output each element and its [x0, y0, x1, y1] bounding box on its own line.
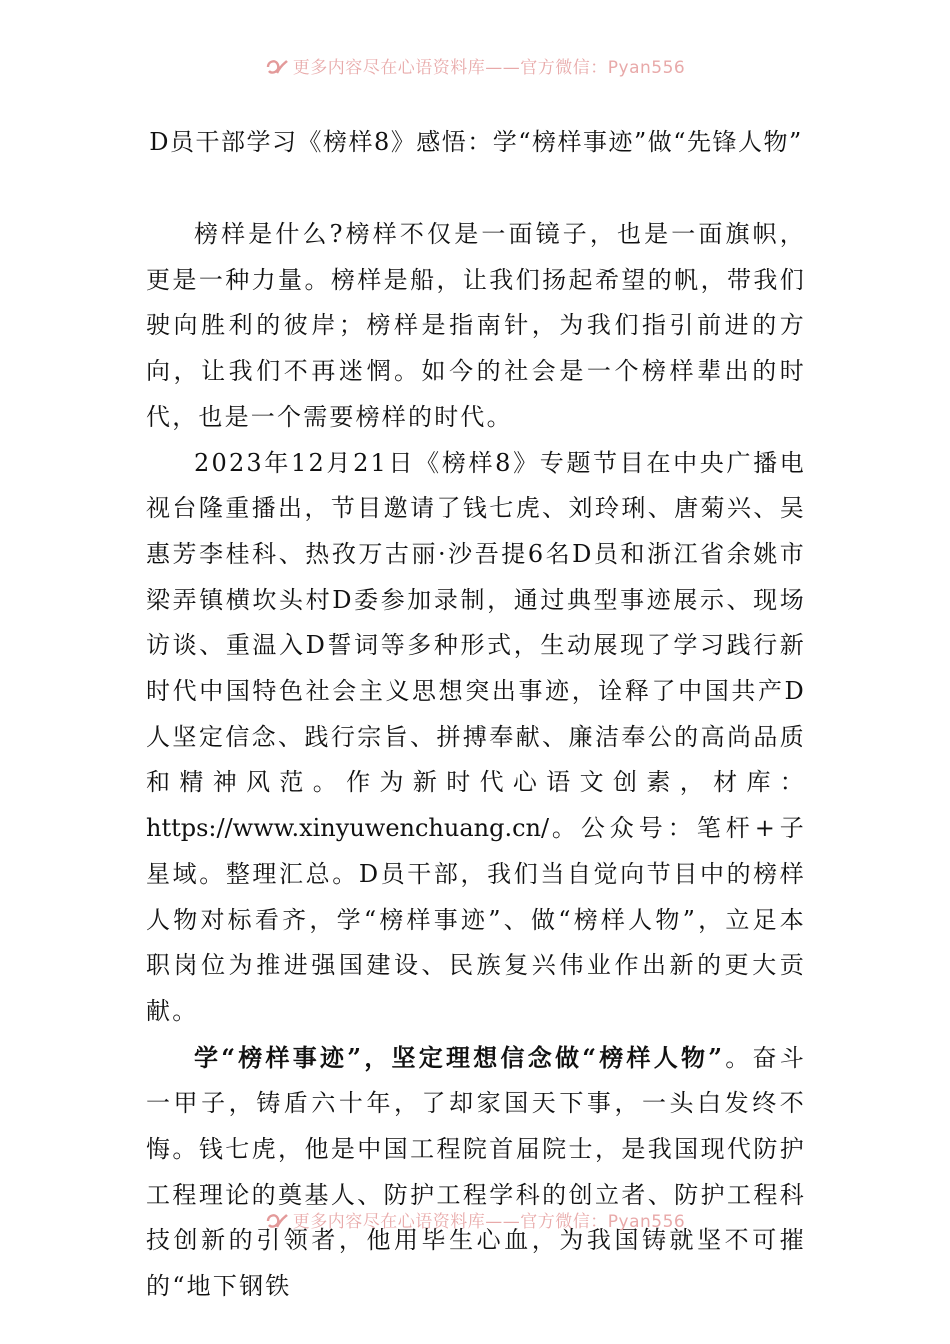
paragraph-2-text-a: 2023年12月21日《榜样8》专题节目在中央广播电视台隆重播出，节目邀请了钱七虎、刘玲琍、唐菊兴、吴惠芳李桂科、热孜万古丽·沙吾提6名D员和浙江省余姚市梁弄镇横坎头村D委参加录制，通过典型事迹展示、现场访谈、重温入D誓词等多种形式，生动展现了学习践行新时代中国特色社会主义思想突出事迹，诠释了中国共产D人坚定信念、践行宗旨、拼搏奉献、廉洁奉公的高尚品质和精神风范。作为新时代心语文创素，材库： — [146, 448, 806, 797]
header-watermark — [0, 56, 950, 80]
watermark-text: 更多内容尽在心语资料库——官方微信：Pyan556 — [292, 58, 686, 78]
document-body — [146, 212, 806, 1310]
footer-watermark — [0, 1210, 950, 1234]
paragraph-3-text: 。奋斗一甲子，铸盾六十年，了却家国天下事，一头白发终不悔。钱七虎，他是中国工程院首届院士，是我国现代防护工程理论的奠基人、防护工程学科的创立者、防护工程科技创新的引领者，他用毕生心血，为我国铸就坚不可摧的“地下钢铁 — [146, 1043, 806, 1301]
watermark-text: 更多内容尽在心语资料库——官方微信：Pyan556 — [292, 1212, 686, 1232]
paragraph-3-heading: 学“榜样事迹”，坚定理想信念做“榜样人物” — [194, 1042, 725, 1072]
paragraph-2-text-b: 。公众号：笔杆+子星域。整理汇总。D员干部，我们当自觉向节目中的榜样人物对标看齐，学“榜样事迹”、做“榜样人物”，立足本职岗位为推进强国建设、民族复兴伟业作出新的更大贡献。 — [146, 814, 806, 1025]
document-title: D员干部学习《榜样8》感悟：学“榜样事迹”做“先锋人物” — [149, 128, 803, 156]
watermark-logo-icon — [265, 57, 289, 77]
website-link[interactable]: https://www.xinyuwenchuang.cn/ — [146, 814, 550, 843]
paragraph-3 — [146, 1035, 806, 1310]
watermark-logo-icon — [265, 1211, 289, 1231]
paragraph-1: 榜样是什么?榜样不仅是一面镜子，也是一面旗帜，更是一种力量。榜样是船，让我们扬起希望的帆，带我们驶向胜利的彼岸；榜样是指南针，为我们指引前进的方向，让我们不再迷惘。如今的社会是一个榜样辈出的时代，也是一个需要榜样的时代。 — [146, 220, 806, 431]
paragraph-2 — [146, 441, 806, 1035]
